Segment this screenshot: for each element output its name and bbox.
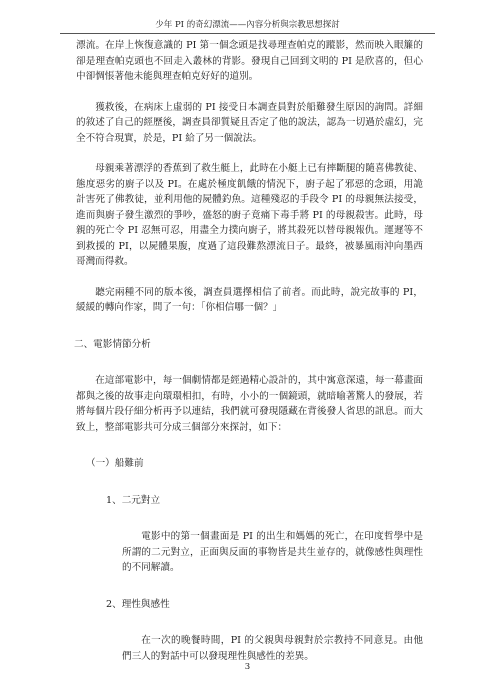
paragraph: 獲救後，在病床上虛弱的 PI 接受日本調查員對於船難發生原因的詢問。詳細的敘述了自己的經歷後，調查員卻質疑且否定了他的說法，認為一切過於虛幻，完全不符合現實，於是，PI 給了另一個說法。 xyxy=(76,101,423,144)
page-footer xyxy=(0,662,495,672)
paragraph: 電影中的第一個畫面是 PI 的出生和媽媽的死亡，在印度哲學中是所謂的二元對立，正面與反面的事物皆是共生並存的，就像感性與理性的不同解讀。 xyxy=(122,531,423,573)
item-heading: 1、二元對立 xyxy=(106,494,161,506)
document-body xyxy=(76,38,423,664)
page-header xyxy=(60,18,435,34)
item-heading: 2、理性與感性 xyxy=(106,598,170,610)
page-number: 3 xyxy=(244,662,251,672)
paragraph: 漂流。在岸上恢復意識的 PI 第一個念頭是找尋理查帕克的蹤影，然而映入眼簾的卻是理查帕克頭也不回走入叢林的背影。發現自己回到文明的 PI 是欣喜的，但心中卻惆悵著他未能與理查帕克好好的道別。 xyxy=(76,40,423,82)
paragraph: 母親乘著漂浮的香蕉到了救生艇上，此時在小艇上已有摔斷腿的隨喜佛教徒、態度惡劣的廚子以及 PI。在處於極度飢餓的情況下，廚子起了邪惡的念頭，用詭計害死了佛教徒，並利用他的屍體釣魚。這種殘忍的手段令 PI 的母親無法接受，進而與廚子發生激烈的爭吵，盛怒的廚子竟痛下毒手將 PI 的母親殺害。此時，母親的死亡令 PI 忍無可忍，用盡全力撲向廚子，將其殺死以替母親報仇。運遲等不到救援的 PI，以屍體果腹，度過了這段難熬漂流日子。最終，被暴風雨沖向墨西哥灣而得救。 xyxy=(76,163,423,267)
paragraph: 在一次的晚餐時間，PI 的父親與母親對於宗教持不同意見。由他們三人的對話中可以發現理性與感性的差異。 xyxy=(122,635,423,662)
header-title: 少年 PI 的奇幻漂流——內容分析與宗教思想探討 xyxy=(155,20,340,30)
paragraph: 在這部電影中，每一個劇情都是經過精心設計的，其中寓意深遠，每一幕畫面都與之後的故事走向環環相扣，有時，小小的一個鏡頭，就暗喻著驚人的發展，若將每個片段仔細分析再予以連結，我們就可發現隱藏在背後發人省思的訊息。而大致上，整部電影共可分成三個部分來探討，如下： xyxy=(76,375,423,433)
paragraph: 聽完兩種不同的版本後，調查員選擇相信了前者。而此時，說完故事的 PI，緩緩的轉向作家，問了一句：「你相信哪一個？」 xyxy=(76,286,423,313)
subsection-heading: （一）船難前 xyxy=(86,458,144,469)
section-heading: 二、電影情節分析 xyxy=(74,338,151,350)
